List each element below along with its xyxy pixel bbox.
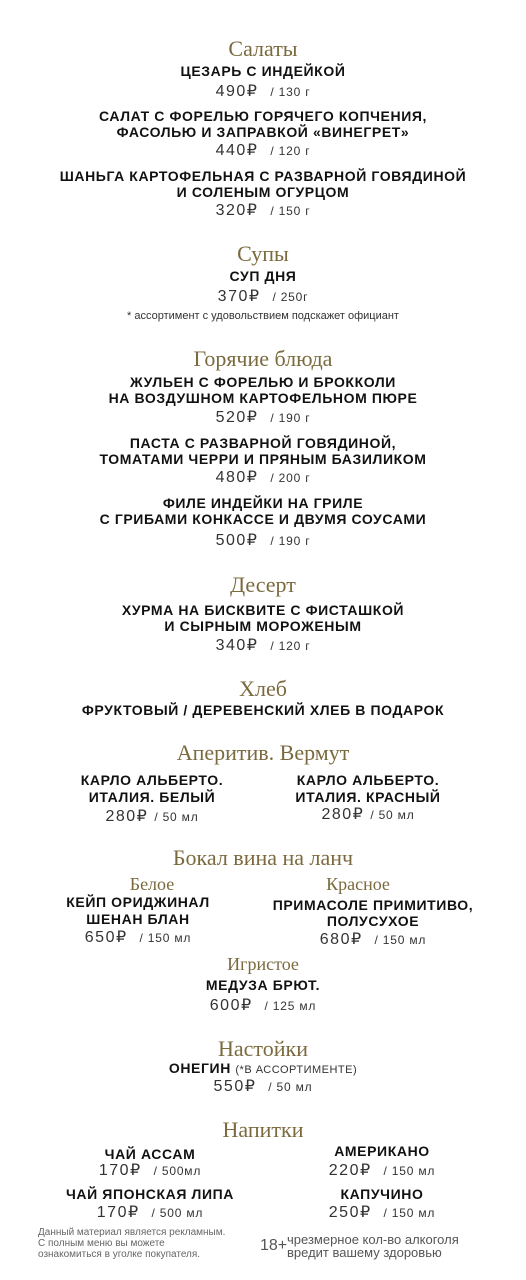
drink-price: 600₽	[209, 997, 253, 1014]
drink-price: 220₽	[328, 1162, 372, 1179]
dish-name: ТОМАТАМИ ЧЕРРИ И ПРЯНЫМ БАЗИЛИКОМ	[99, 451, 427, 467]
drink-name: КАРЛО АЛЬБЕРТО.	[80, 772, 224, 788]
drink-name: КАРЛО АЛЬБЕРТО.	[296, 772, 440, 788]
section-title-hot: Горячие блюда	[193, 346, 333, 371]
dish-name: ПАСТА С РАЗВАРНОЙ ГОВЯДИНОЙ,	[129, 435, 397, 451]
dish-name: И СЫРНЫМ МОРОЖЕНЫМ	[164, 618, 362, 634]
dish-weight: / 120 г	[270, 144, 311, 158]
drink-name: КАПУЧИНО	[340, 1186, 424, 1202]
drink-volume: / 125 мл	[264, 999, 317, 1013]
section-title-drinks: Напитки	[222, 1117, 304, 1142]
drink-price-row	[28, 929, 248, 947]
drink-volume: / 150 мл	[383, 1206, 436, 1220]
drink-price-row	[0, 997, 526, 1015]
dish-weight: / 120 г	[270, 639, 311, 653]
dish-name: С ГРИБАМИ КОНКАССЕ И ДВУМЯ СОУСАМИ	[99, 511, 427, 527]
drink-name: ШЕНАН БЛАН	[86, 911, 190, 927]
drink-price: 280₽	[321, 806, 365, 823]
wine-white-title: Белое	[129, 874, 175, 894]
dish-price: 370₽	[217, 288, 261, 305]
ad-disclaimer-line: С полным меню вы можете	[38, 1238, 165, 1249]
age-rating: 18+	[260, 1237, 288, 1254]
dish-price-row	[0, 142, 526, 160]
drink-price: 680₽	[319, 931, 363, 948]
dish-price: 320₽	[215, 202, 259, 219]
ad-disclaimer	[38, 1227, 268, 1260]
dish-name: САЛАТ С ФОРЕЛЬЮ ГОРЯЧЕГО КОПЧЕНИЯ,	[98, 108, 428, 124]
dish-price-row	[0, 409, 526, 427]
dish-name: ФАСОЛЬЮ И ЗАПРАВКОЙ «ВИНЕГРЕТ»	[116, 124, 410, 140]
dish-name: ЦЕЗАРЬ С ИНДЕЙКОЙ	[180, 63, 346, 79]
dish-weight: / 200 г	[270, 471, 311, 485]
dish-name: ШАНЬГА КАРТОФЕЛЬНАЯ С РАЗВАРНОЙ ГОВЯДИНОЙ	[59, 168, 467, 184]
dish-name: НА ВОЗДУШНОМ КАРТОФЕЛЬНОМ ПЮРЕ	[108, 390, 418, 406]
drink-volume: / 50 мл	[154, 810, 199, 824]
section-title-liqueurs: Настойки	[218, 1036, 308, 1061]
drink-price-row	[0, 1078, 526, 1096]
drink-name: АМЕРИКАНО	[334, 1143, 430, 1159]
drink-name: КЕЙП ОРИДЖИНАЛ	[66, 894, 210, 910]
drink-name: ОНЕГИН	[168, 1060, 231, 1076]
drink-volume: / 150 мл	[374, 933, 427, 947]
drink-name: ПОЛУСУХОЕ	[326, 913, 420, 929]
dish-price-row	[0, 637, 526, 655]
section-title-soups: Супы	[237, 241, 289, 266]
dish-price: 520₽	[215, 409, 259, 426]
section-title-dessert: Десерт	[230, 572, 296, 597]
soups-note: * ассортимент с удовольствием подскажет официант	[127, 310, 399, 322]
wine-sparkling-title: Игристое	[227, 954, 299, 974]
liqueur-row	[0, 1060, 526, 1079]
drink-name: ИТАЛИЯ. КРАСНЫЙ	[295, 789, 441, 805]
drink-price: 650₽	[84, 929, 128, 946]
drink-price-row	[248, 931, 498, 949]
dish-price-row	[0, 288, 526, 306]
dish-name: СУП ДНЯ	[229, 268, 297, 284]
wine-red-title: Красное	[326, 874, 390, 894]
dish-name: ФИЛЕ ИНДЕЙКИ НА ГРИЛЕ	[162, 495, 364, 511]
ad-disclaimer-line: ознакомиться в уголке покупателя.	[38, 1249, 201, 1260]
dish-name: ЖУЛЬЕН С ФОРЕЛЬЮ И БРОККОЛИ	[130, 374, 396, 390]
section-title-bread: Хлеб	[239, 676, 287, 701]
drink-price-row	[40, 1204, 260, 1222]
drink-name: ЧАЙ ЯПОНСКАЯ ЛИПА	[65, 1186, 234, 1202]
dish-weight: / 250г	[272, 290, 309, 304]
drink-name: ИТАЛИЯ. БЕЛЫЙ	[88, 789, 216, 805]
drink-price: 550₽	[213, 1078, 257, 1095]
dish-price-row	[0, 532, 526, 550]
alcohol-warning-line: вредит вашему здоровью	[287, 1245, 442, 1260]
dish-weight: / 190 г	[270, 534, 311, 548]
drink-volume: / 500мл	[153, 1164, 202, 1178]
drink-price-row	[42, 808, 262, 826]
drink-volume: / 50 мл	[370, 808, 415, 822]
drink-price-row	[272, 1204, 492, 1222]
dish-price: 500₽	[215, 532, 259, 549]
drink-name: ПРИМАСОЛЕ ПРИМИТИВО,	[272, 897, 474, 913]
dish-weight: / 150 г	[270, 204, 311, 218]
drink-volume: / 500 мл	[151, 1206, 204, 1220]
dish-name: ХУРМА НА БИСКВИТЕ С ФИСТАШКОЙ	[121, 602, 405, 618]
alcohol-warning-line: чрезмерное кол-во алкоголя	[287, 1232, 459, 1247]
drink-price-row	[40, 1162, 260, 1180]
bread-text: ФРУКТОВЫЙ / ДЕРЕВЕНСКИЙ ХЛЕБ В ПОДАРОК	[81, 702, 445, 718]
drink-name: ЧАЙ АССАМ	[104, 1146, 196, 1162]
dish-price-row	[0, 202, 526, 220]
drink-price: 280₽	[105, 808, 149, 825]
drink-price: 170₽	[96, 1204, 140, 1221]
liqueur-note: (*В АССОРТИМЕНТЕ)	[235, 1064, 358, 1076]
dish-price: 490₽	[215, 83, 259, 100]
drink-price-row	[258, 806, 478, 824]
drink-volume: / 50 мл	[268, 1080, 313, 1094]
dish-name: И СОЛЕНЫМ ОГУРЦОМ	[176, 184, 350, 200]
section-title-aperitif: Аперитив. Вермут	[176, 740, 350, 765]
ad-disclaimer-line: Данный материал является рекламным.	[38, 1227, 226, 1238]
drink-volume: / 150 мл	[139, 931, 192, 945]
drink-name: МЕДУЗА БРЮТ.	[205, 977, 321, 993]
dish-price-row	[0, 469, 526, 487]
dish-price: 480₽	[215, 469, 259, 486]
alcohol-warning	[287, 1233, 507, 1259]
drink-price: 170₽	[98, 1162, 142, 1179]
dish-price: 440₽	[215, 142, 259, 159]
dish-weight: / 130 г	[270, 85, 311, 99]
dish-weight: / 190 г	[270, 411, 311, 425]
dish-price: 340₽	[215, 637, 259, 654]
section-title-salads: Салаты	[228, 36, 298, 61]
drink-price: 250₽	[328, 1204, 372, 1221]
dish-price-row	[0, 83, 526, 101]
section-title-wine: Бокал вина на ланч	[172, 845, 354, 870]
drink-volume: / 150 мл	[383, 1164, 436, 1178]
drink-price-row	[272, 1162, 492, 1180]
